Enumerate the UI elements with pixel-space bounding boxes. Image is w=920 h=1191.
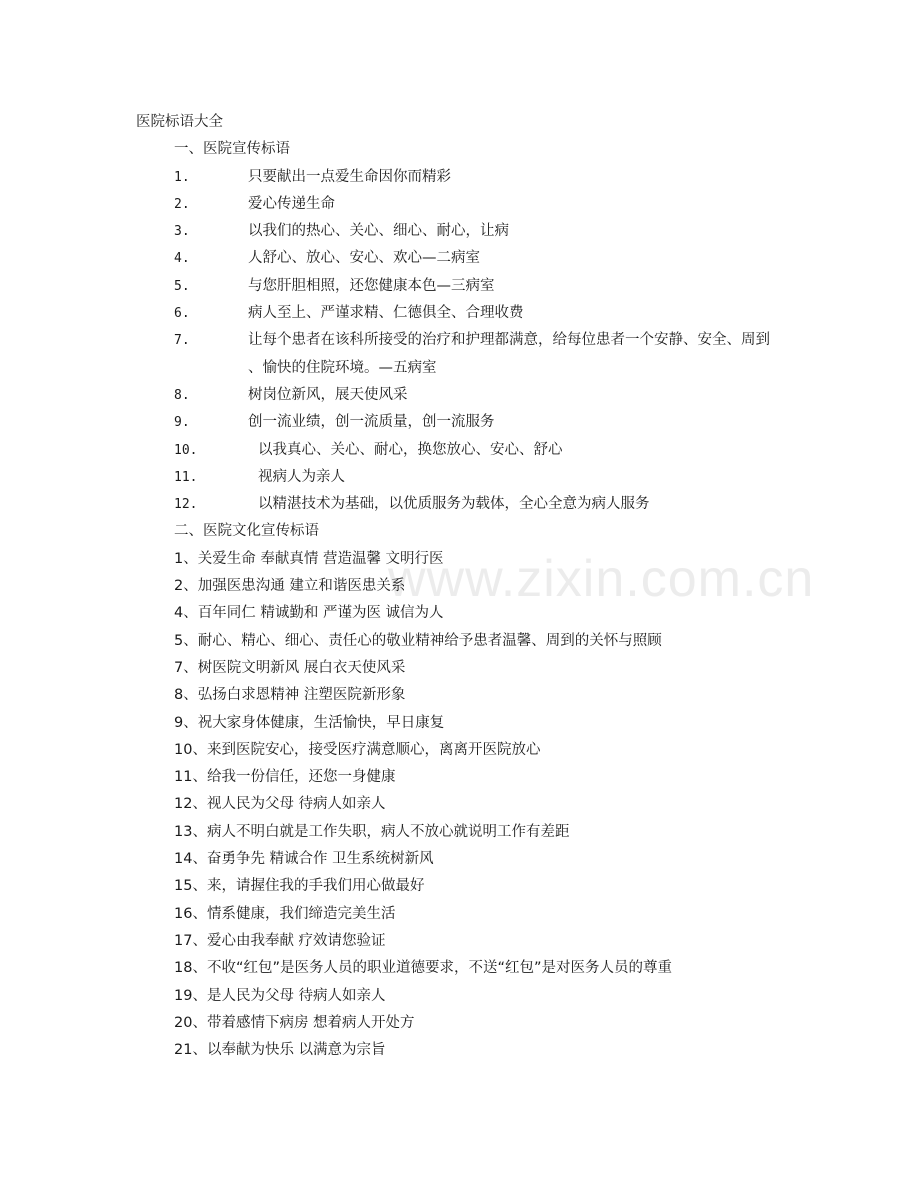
- item-number: 4.: [174, 251, 190, 267]
- list-item: [0, 464, 920, 491]
- list-item: 8、弘扬白求恩精神 注塑医院新形象: [174, 687, 406, 704]
- item-number: 8.: [174, 387, 190, 403]
- item-number: 1.: [174, 169, 190, 185]
- list-item: [0, 245, 920, 272]
- list-item: [0, 327, 920, 354]
- item-text: 、愉快的住院环境。—五病室: [248, 359, 437, 376]
- item-number: 12.: [174, 497, 198, 513]
- document-body: [0, 109, 920, 1064]
- list-item: 19、是人民为父母 待病人如亲人: [174, 987, 386, 1004]
- list-item: [0, 382, 920, 409]
- item-number: 2.: [174, 196, 190, 212]
- list-item: [0, 191, 920, 218]
- list-item: [0, 218, 920, 245]
- item-number: 3.: [174, 224, 190, 240]
- list-item: [0, 491, 920, 518]
- list-item: 13、病人不明白就是工作失职，病人不放心就说明工作有差距: [174, 823, 570, 840]
- list-item: [0, 437, 920, 464]
- section-heading-2: 二、医院文化宣传标语: [174, 523, 319, 540]
- item-text: 让每个患者在该科所接受的治疗和护理都满意，给每位患者一个安静、安全、周到: [248, 332, 770, 349]
- list-item: 4、百年同仁 精诚勤和 严谨为医 诚信为人: [174, 605, 444, 622]
- list-item: [0, 300, 920, 327]
- list-item-continuation: [0, 355, 920, 382]
- item-text: 与您肝胆相照，还您健康本色—三病室: [248, 277, 495, 294]
- item-number: 6.: [174, 306, 190, 322]
- list-item: 14、奋勇争先 精诚合作 卫生系统树新风: [174, 851, 434, 868]
- item-text: 视病人为亲人: [258, 468, 345, 485]
- list-item: 17、爱心由我奉献 疗效请您验证: [174, 932, 386, 949]
- item-text: 病人至上、严谨求精、仁德俱全、合理收费: [248, 305, 524, 322]
- item-text: 创一流业绩，创一流质量，创一流服务: [248, 414, 495, 431]
- section-heading-1: 一、医院宣传标语: [174, 141, 290, 158]
- item-text: 只要献出一点爱生命因你而精彩: [248, 168, 451, 185]
- list-item: [0, 273, 920, 300]
- item-text: 以我真心、关心、耐心，换您放心、安心、舒心: [258, 441, 563, 458]
- list-item: 5、耐心、精心、细心、责任心的敬业精神给予患者温馨、周到的关怀与照顾: [174, 632, 662, 649]
- item-number: 11.: [174, 469, 198, 485]
- list-item: [0, 164, 920, 191]
- list-item: 21、以奉献为快乐 以满意为宗旨: [174, 1042, 386, 1059]
- list-item: 9、祝大家身体健康，生活愉快，早日康复: [174, 714, 445, 731]
- list-item: 16、情系健康，我们缔造完美生活: [174, 905, 396, 922]
- list-item: 12、视人民为父母 待病人如亲人: [174, 796, 386, 813]
- list-item: 7、树医院文明新风 展白衣天使风采: [174, 659, 406, 676]
- list-item: 20、带着感情下病房 想着病人开处方: [174, 1014, 415, 1031]
- list-item: 11、给我一份信任，还您一身健康: [174, 769, 396, 786]
- list-item: [0, 409, 920, 436]
- item-text: 以我们的热心、关心、细心、耐心，让病: [248, 223, 509, 240]
- item-text: 以精湛技术为基础，以优质服务为载体，全心全意为病人服务: [258, 496, 650, 513]
- list-item: 1、关爱生命 奉献真情 营造温馨 文明行医: [174, 550, 444, 567]
- item-text: 树岗位新风，展天使风采: [248, 386, 408, 403]
- item-text: 人舒心、放心、安心、欢心—二病室: [248, 250, 480, 267]
- document-title: 医院标语大全: [136, 114, 223, 130]
- list-item: 10、来到医院安心，接受医疗满意顺心，离离开医院放心: [174, 741, 541, 758]
- item-number: 9.: [174, 415, 190, 431]
- list-item: 18、不收“红包”是医务人员的职业道德要求，不送“红包”是对医务人员的尊重: [174, 960, 672, 977]
- item-number: 10.: [174, 442, 198, 458]
- watermark: www.zixin.com.cn: [388, 550, 815, 608]
- item-text: 爱心传递生命: [248, 195, 335, 212]
- list-item: 15、来，请握住我的手我们用心做最好: [174, 878, 425, 895]
- item-number: 5.: [174, 278, 190, 294]
- item-number: 7.: [174, 333, 190, 349]
- list-item: 2、加强医患沟通 建立和谐医患关系: [174, 578, 406, 595]
